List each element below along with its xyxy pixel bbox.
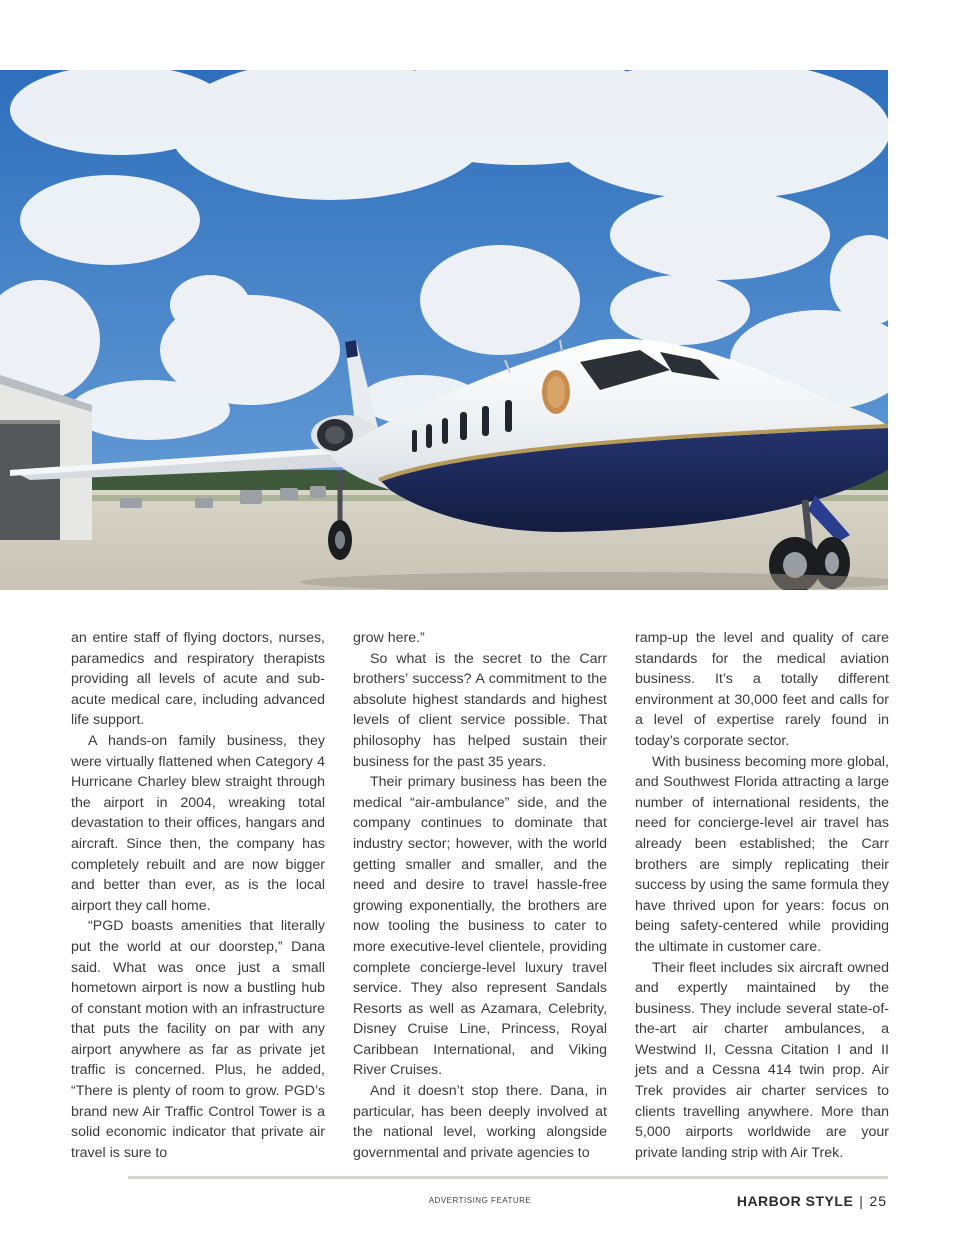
article-column-3 — [635, 628, 889, 1163]
paragraph: Their primary business has been the medical “air-ambulance” side, and the company continues to dominate that industry sector; however, with the world getting smaller and smaller, and the need and desire to travel hassle-free growing exponentially, the brothers are now tooling the business to cater to more executive-level clientele, providing complete concierge-level luxury travel service. They also represent Sandals Resorts as well as Azamara, Celebrity, Disney Cruise Line, Princess, Royal Caribbean International, and Viking River Cruises. — [353, 774, 607, 1079]
page-number: 25 — [869, 1193, 887, 1209]
magazine-name: HARBOR STYLE — [736, 1193, 854, 1209]
paragraph: “PGD boasts amenities that literally put the world at our doorstep,” Dana said. What was once just a small hometown airport is now a bustling hub of constant motion with an infrastructure that puts the facility on par with any airport anywhere as far as private jet traffic is concerned. Plus, he added, “There is plenty of room to grow. PGD’s brand new Air Traffic Control Tower is a solid economic indicator that private air travel is sure to — [71, 918, 325, 1161]
article-column-2 — [353, 628, 607, 1163]
article-body — [71, 628, 889, 1168]
paragraph: Their fleet includes six aircraft owned and expertly maintained by the business. They include several state-of-the-art air charter ambulances, a Westwind II, Cessna Citation I and II jets and a Cessna 414 twin prop. Air Trek provides air charter services to clients travelling anywhere. More than 5,000 airports worldwide are your private landing strip with Air Trek. — [635, 959, 889, 1161]
article-column-1 — [71, 628, 325, 1163]
footer-separator: | — [859, 1193, 864, 1209]
paragraph: an entire staff of flying doctors, nurses, paramedics and respiratory therapists providing all levels of acute and sub-acute medical care, including advanced life support. — [71, 630, 325, 729]
paragraph: And it doesn’t stop there. Dana, in particular, has been deeply involved at the national level, working alongside governmental and private agencies to — [353, 1083, 607, 1161]
advertising-feature-label: ADVERTISING FEATURE — [428, 1196, 532, 1205]
footer-divider — [128, 1176, 888, 1179]
paragraph: grow here.” — [353, 630, 425, 646]
paragraph: A hands-on family business, they were virtually flattened when Category 4 Hurricane Charley blew straight through the airport in 2004, wreaking total devastation to their offices, hangars and aircraft. Since then, the company has completely rebuilt and are now bigger and better than ever, as is the local airport they call home. — [71, 732, 325, 914]
paragraph: So what is the secret to the Carr brothers’ success? A commitment to the absolute highest standards and highest levels of client service possible. That philosophy has helped sustain their business for the past 35 years. — [353, 650, 607, 770]
page-footer — [737, 1193, 887, 1209]
paragraph: With business becoming more global, and Southwest Florida attracting a large number of international residents, the need for concierge-level air travel has already been established; the Carr brothers are simply replicating their success by using the same formula they have thrived upon for years: focus on being safety-centered while providing the ultimate in customer care. — [635, 753, 889, 955]
paragraph: ramp-up the level and quality of care standards for the medical aviation business. It’s a totally different environment at 30,000 feet and calls for a level of expertise rarely found in today’s corporate sector. — [635, 630, 889, 749]
aircraft-photo — [0, 70, 888, 590]
